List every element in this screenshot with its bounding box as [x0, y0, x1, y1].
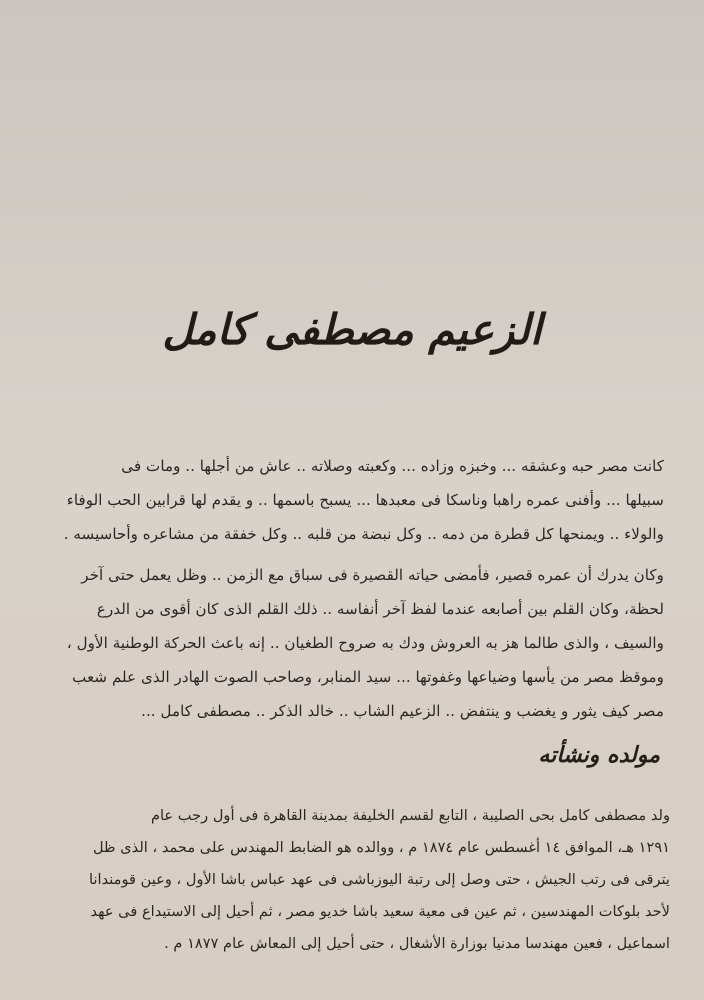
text-line: سبيلها ... وأفنى عمره راهبا وناسكا فى معبدها ... يسبح باسمها .. و يقدم لها قرابين الحب الوفاء [66, 491, 664, 509]
section-heading: مولده ونشأته [538, 742, 660, 768]
text-line: ١٢٩١ هـ، الموافق ١٤ أغسطس عام ١٨٧٤ م ، ووالده هو الضابط المهندس على محمد ، الذى ظل [92, 839, 670, 856]
text-line: والسيف ، والذى طالما هز به العروش ودك به صروح الطغيان .. إنه باعث الحركة الوطنية الأول ، [66, 634, 664, 652]
paragraph-legacy [39, 558, 664, 728]
text-line: لحظة، وكان القلم بين أصابعه عندما لفظ آخر أنفاسه .. ذلك القلم الذى كان أقوى من الدرع [96, 600, 664, 618]
chapter-title: الزعيم مصطفى كامل [162, 305, 542, 354]
text-line: كانت مصر حبه وعشقه ... وخبزه وزاده ... وكعبته وصلاته .. عاش من أجلها .. ومات فى [121, 457, 664, 475]
text-line: والولاء .. ويمنحها كل قطرة من دمه .. وكل نبضة من قلبه .. وكل خفقة من مشاعره وأحاسيسه . [63, 525, 664, 543]
text-line: ولد مصطفى كامل بحى الصليبة ، التابع لقسم الخليفة بمدينة القاهرة فى أول رجب عام [150, 807, 670, 824]
paragraph-birth [30, 800, 670, 960]
text-line: مصر كيف يثور و يغضب و ينتفض .. الزعيم الشاب .. خالد الذكر .. مصطفى كامل ... [141, 702, 664, 720]
text-line: لأحد بلوكات المهندسين ، ثم عين فى معية سعيد باشا خديو مصر ، ثم أحيل إلى الاستيداع فى عهد [90, 903, 670, 920]
text-line: يترقى فى رتب الجيش ، حتى وصل إلى رتبة اليوزباشى فى عهد عباس باشا الأول ، وعين قومندانا [89, 871, 670, 888]
paragraph-intro [39, 449, 664, 551]
text-line: وكان يدرك أن عمره قصير، فأمضى حياته القصيرة فى سباق مع الزمن .. وظل يعمل حتى آخر [81, 566, 664, 584]
text-line: وموقظ مصر من يأسها وضياعها وغفوتها ... سيد المنابر، وصاحب الصوت الهادر الذى علم شعب [72, 668, 664, 686]
text-line: اسماعيل ، فعين مهندسا مدنيا بوزارة الأشغال ، حتى أحيل إلى المعاش عام ١٨٧٧ م . [164, 935, 670, 952]
